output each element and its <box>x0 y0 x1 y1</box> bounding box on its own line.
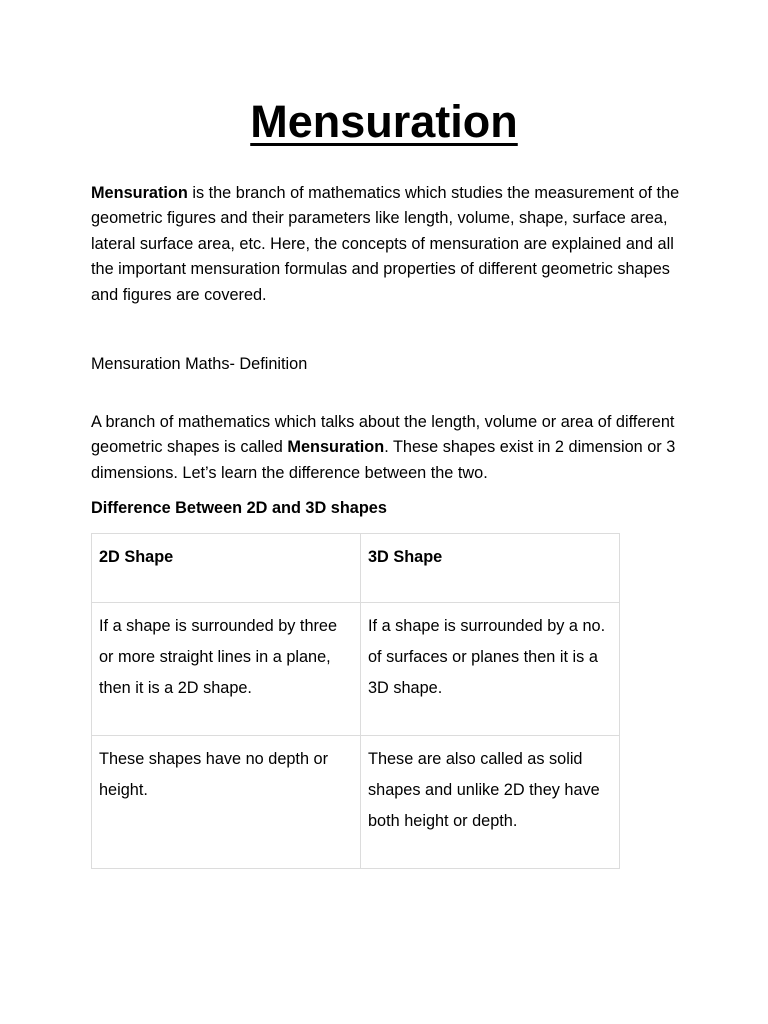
table-row <box>92 603 620 736</box>
difference-heading: Difference Between 2D and 3D shapes <box>91 499 387 517</box>
table-cell: If a shape is surrounded by three or more straight lines in a plane, then it is a 2D shape. <box>92 603 361 736</box>
definition-text-before: A branch of mathematics which talks about the length, volume or area of different geometric shapes is called <box>91 413 675 457</box>
definition-paragraph <box>91 410 691 486</box>
section-heading: Mensuration Maths- Definition <box>91 355 308 373</box>
intro-paragraph <box>91 181 691 308</box>
definition-text-after: . These shapes exist in 2 dimension or 3 dimensions. Let’s learn the difference between the two. <box>91 438 676 482</box>
table-cell: If a shape is surrounded by a no. of surfaces or planes then it is a 3D shape. <box>361 603 620 736</box>
page-title <box>0 92 768 152</box>
table-header-row <box>92 534 620 603</box>
page-title-text: Mensuration <box>250 96 518 147</box>
table-cell: These are also called as solid shapes and unlike 2D they have both height or depth. <box>361 736 620 869</box>
difference-table <box>91 533 620 869</box>
definition-bold-term: Mensuration <box>287 438 385 457</box>
table-header-2d: 2D Shape <box>92 534 361 603</box>
intro-bold-term: Mensuration <box>91 184 188 202</box>
table-row <box>92 736 620 869</box>
table-cell: These shapes have no depth or height. <box>92 736 361 869</box>
intro-text: is the branch of mathematics which studies the measurement of the geometric figures and their parameters like length, volume, shape, surface area, lateral surface area, etc. Here, the concepts of mensuration are explained and all the important mensuration formulas and properties of different geometric shapes and figures are covered. <box>91 184 680 304</box>
table-header-3d: 3D Shape <box>361 534 620 603</box>
